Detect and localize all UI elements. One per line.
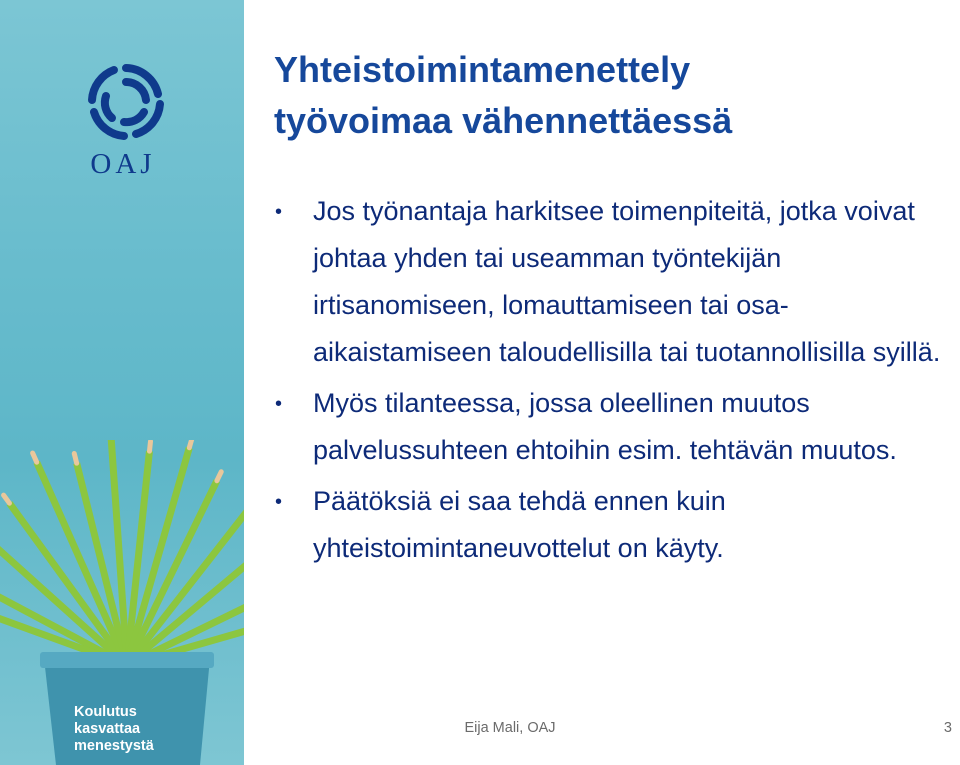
bullet-item — [272, 380, 956, 474]
bullet-dot-icon: • — [275, 201, 283, 223]
bullet-item — [272, 478, 956, 572]
slide-title-line: Yhteistoimintamenettely — [274, 49, 691, 90]
oaj-logo-icon — [84, 60, 168, 144]
logo-text: OAJ — [90, 148, 156, 180]
bullet-text: Myös tilanteessa, jossa oleellinen muutos palvelussuhteen ehtoihin esim. tehtävän muutos. — [313, 388, 897, 465]
footer-author: Eija Mali, OAJ — [464, 720, 556, 736]
flower-pot-rim — [40, 652, 214, 668]
bullet-text: Päätöksiä ei saa tehdä ennen kuin yhteistoimintaneuvottelut on käyty. — [313, 486, 726, 563]
pencil-tip — [149, 441, 150, 451]
pot-slogan-line: kasvattaa — [74, 721, 141, 737]
pot-slogan-line: menestystä — [74, 738, 154, 754]
pencil-tip — [4, 495, 10, 503]
bullet-dot-icon: • — [275, 393, 283, 415]
pencil-tip — [217, 472, 221, 481]
pencil-tip — [33, 453, 37, 462]
bullet-list — [272, 188, 956, 576]
page-number: 3 — [943, 720, 952, 736]
bullet-item — [272, 188, 956, 376]
pot-slogan-line: Koulutus — [74, 704, 137, 720]
slide-title — [274, 44, 934, 146]
sidebar-panel — [0, 0, 244, 765]
slide-title-line: työvoimaa vähennettäessä — [274, 100, 733, 141]
pencil-tip — [74, 453, 76, 463]
bullet-text: Jos työnantaja harkitsee toimenpiteitä, jotka voivat johtaa yhden tai useamman työntekijän irtisanomiseen, lomauttamiseen tai osa-aikaistamiseen taloudellisilla tai tuotannollisilla syillä. — [313, 196, 941, 367]
bullet-dot-icon: • — [275, 491, 283, 513]
pencil-tip — [189, 440, 192, 448]
pot-slogan — [74, 704, 174, 755]
